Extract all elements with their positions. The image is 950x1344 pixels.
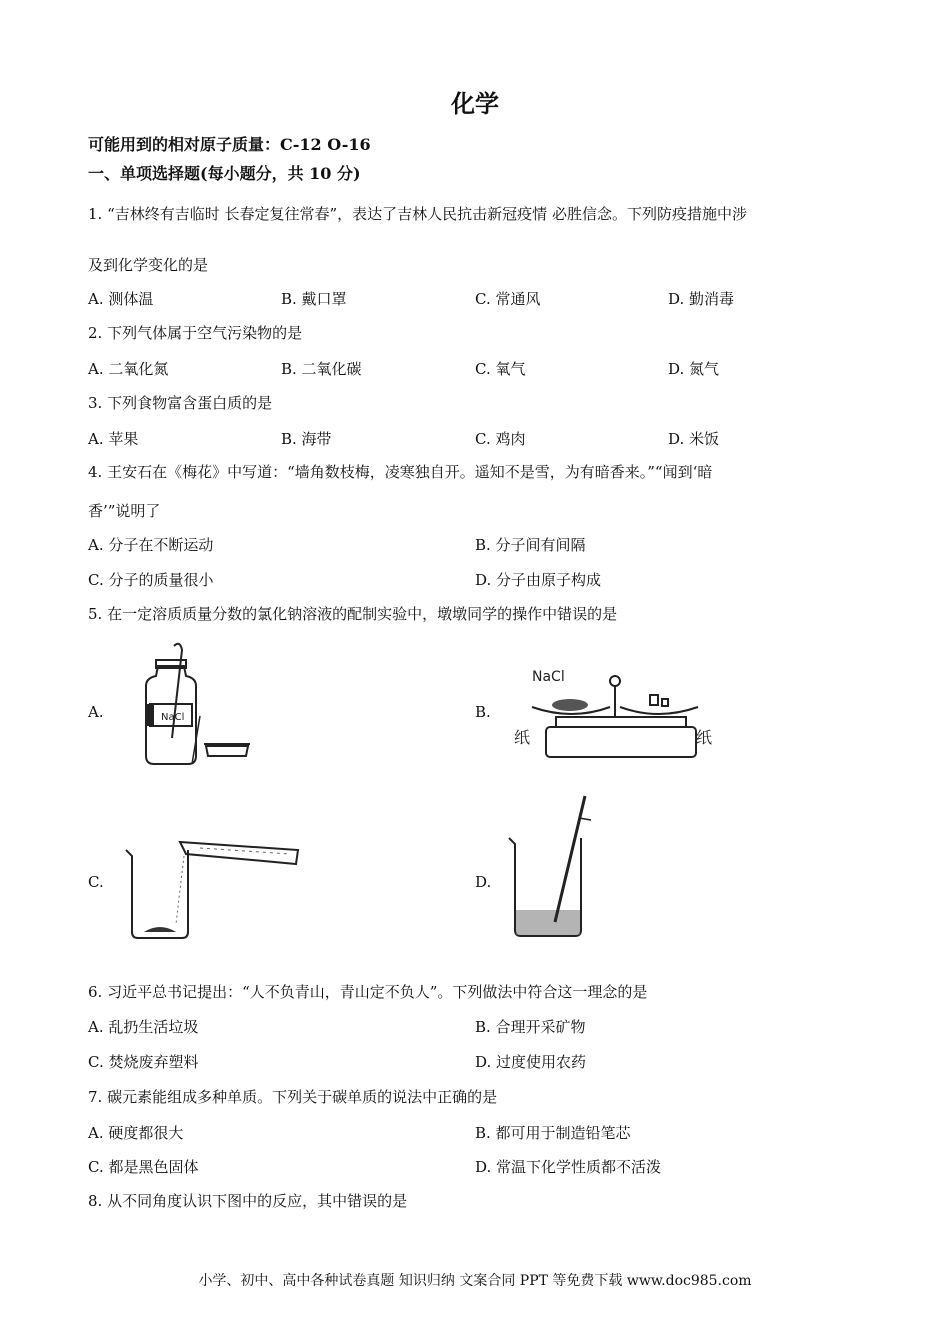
question-5-label-d: D. bbox=[475, 873, 492, 891]
question-5-label-b: B. bbox=[475, 703, 491, 721]
question-6-stem: 6. 习近平总书记提出：“人不负青山，青山定不负人”。下列做法中符合这一理念的是 bbox=[88, 983, 648, 1001]
question-5-label-c: C. bbox=[88, 873, 104, 891]
question-3-option-b: B. 海带 bbox=[281, 430, 332, 448]
question-4-stem-line2: 香’”说明了 bbox=[88, 502, 161, 520]
page-footer: 小学、初中、高中各种试卷真题 知识归纳 文案合同 PPT 等免费下载 www.doc985.com bbox=[198, 1273, 752, 1289]
question-4-option-b: B. 分子间有间隔 bbox=[475, 536, 586, 554]
question-3-option-d: D. 米饭 bbox=[668, 430, 720, 448]
question-4-stem-line1: 4. 王安石在《梅花》中写道：“墙角数枝梅，凌寒独自开。遥知不是雪，为有暗香来。”“闻到‘暗 bbox=[88, 463, 713, 481]
question-7-option-c: C. 都是黑色固体 bbox=[88, 1158, 199, 1176]
question-2-option-a: A. 二氧化氮 bbox=[88, 360, 169, 378]
question-8-stem: 8. 从不同角度认识下图中的反应，其中错误的是 bbox=[88, 1192, 408, 1210]
question-3-option-a: A. 苹果 bbox=[88, 430, 139, 448]
pouring-cylinder-figure bbox=[120, 820, 305, 940]
question-5-label-a: A. bbox=[88, 703, 104, 721]
bottle-label-text: NaCl bbox=[161, 712, 185, 723]
question-6-option-d: D. 过度使用农药 bbox=[475, 1053, 587, 1071]
question-1-option-c: C. 常通风 bbox=[475, 290, 541, 308]
question-1-option-b: B. 戴口罩 bbox=[281, 290, 347, 308]
paper-left-label: 纸 bbox=[514, 728, 531, 747]
balance-figure bbox=[510, 655, 720, 770]
question-6-option-c: C. 焚烧废弃塑料 bbox=[88, 1053, 199, 1071]
question-7-option-d: D. 常温下化学性质都不活泼 bbox=[475, 1158, 662, 1176]
balance-nacl-label: NaCl bbox=[532, 669, 565, 685]
question-3-option-c: C. 鸡肉 bbox=[475, 430, 526, 448]
question-2-option-c: C. 氧气 bbox=[475, 360, 526, 378]
paper-right-label: 纸 bbox=[696, 728, 713, 747]
question-2-option-b: B. 二氧化碳 bbox=[281, 360, 362, 378]
question-3-stem: 3. 下列食物富含蛋白质的是 bbox=[88, 394, 273, 412]
question-7-option-a: A. 硬度都很大 bbox=[88, 1124, 184, 1142]
question-1-option-a: A. 测体温 bbox=[88, 290, 154, 308]
question-2-option-d: D. 氮气 bbox=[668, 360, 720, 378]
atomic-mass-note: 可能用到的相对原子质量：C-12 O-16 bbox=[88, 135, 371, 154]
question-1-option-d: D. 勤消毒 bbox=[668, 290, 735, 308]
question-6-option-a: A. 乱扔生活垃圾 bbox=[88, 1018, 199, 1036]
question-4-option-c: C. 分子的质量很小 bbox=[88, 571, 214, 589]
stirring-beaker-figure bbox=[505, 790, 595, 940]
question-5-stem: 5. 在一定溶质质量分数的氯化钠溶液的配制实验中，墩墩同学的操作中错误的是 bbox=[88, 605, 618, 623]
question-2-stem: 2. 下列气体属于空气污染物的是 bbox=[88, 324, 303, 342]
question-7-stem: 7. 碳元素能组成多种单质。下列关于碳单质的说法中正确的是 bbox=[88, 1088, 498, 1106]
page-title: 化学 bbox=[451, 89, 499, 118]
question-6-option-b: B. 合理开采矿物 bbox=[475, 1018, 586, 1036]
question-1-stem-line1: 1. “吉林终有吉临时 长春定复往常春”，表达了吉林人民抗击新冠疫情 必胜信念。下列防疫措施中涉 bbox=[88, 205, 747, 223]
section-heading: 一、单项选择题(每小题分，共 10 分) bbox=[88, 164, 361, 183]
question-4-option-d: D. 分子由原子构成 bbox=[475, 571, 602, 589]
question-4-option-a: A. 分子在不断运动 bbox=[88, 536, 214, 554]
reagent-bottle-figure bbox=[128, 638, 253, 768]
question-1-stem-line2: 及到化学变化的是 bbox=[88, 256, 209, 274]
question-7-option-b: B. 都可用于制造铅笔芯 bbox=[475, 1124, 631, 1142]
